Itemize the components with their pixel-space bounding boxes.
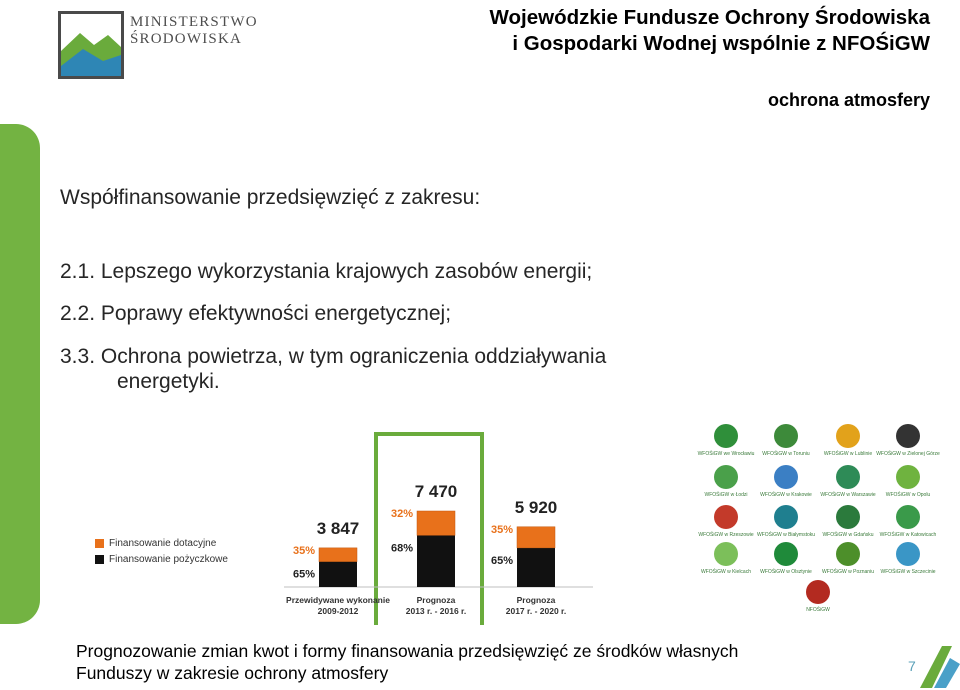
legend-label: Finansowanie dotacyjne: [109, 537, 217, 549]
percent-label-dotacyjne: 35%: [292, 544, 315, 557]
fund-logo-caption: WFOŚiGW w Zielonej Górze: [876, 451, 940, 457]
fund-logo-caption: WFOŚiGW we Wrocławiu: [697, 451, 755, 457]
fund-logo-caption: WFOŚiGW w Toruniu: [762, 451, 810, 457]
fund-logo-caption: WFOŚiGW w Olsztynie: [760, 569, 812, 575]
list-item: [60, 344, 740, 394]
fund-emblem-icon: [836, 465, 860, 489]
fund-logo: [694, 505, 758, 538]
logo-line-1: MINISTERSTWO: [130, 14, 258, 30]
footer-line-1: Prognozowanie zmian kwot i formy finansowania przedsięwzięć ze środków własnych: [76, 641, 739, 661]
category-label: Prognoza: [516, 595, 556, 605]
legend-label: Finansowanie pożyczkowe: [109, 553, 228, 565]
percent-label-pozyczkowe: 65%: [490, 554, 513, 567]
category-label: Przewidywane wykonanie: [286, 595, 390, 605]
percent-label-pozyczkowe: 68%: [390, 542, 413, 555]
corner-decoration-icon: [880, 640, 960, 690]
bar-pozyczkowe: [517, 548, 555, 587]
fund-emblem-icon: [836, 505, 860, 529]
bar-pozyczkowe: [417, 535, 455, 587]
fund-emblem-icon: [896, 424, 920, 448]
fund-logo: [816, 424, 880, 457]
percent-label-pozyczkowe: 65%: [292, 568, 315, 581]
fund-logo: [754, 424, 818, 457]
fund-emblem-icon: [896, 542, 920, 566]
ministry-logo: [58, 11, 258, 81]
fund-logo: [876, 505, 940, 538]
list-item: 2.1. Lepszego wykorzystania krajowych zasobów energii;: [60, 260, 593, 283]
fund-logo: [816, 505, 880, 538]
fund-emblem-icon: [774, 465, 798, 489]
fund-logo-caption: WFOŚiGW w Rzeszowie: [698, 532, 754, 538]
fund-logo-caption: WFOŚiGW w Krakowie: [760, 492, 812, 498]
fund-logo-caption: WFOŚiGW w Białymstoku: [756, 532, 816, 538]
total-label: 7 470: [414, 482, 458, 501]
footer-line-2: Funduszy w zakresie ochrony atmosfery: [76, 663, 389, 683]
percent-label-dotacyjne: 35%: [490, 523, 513, 536]
logo-line-2: ŚRODOWISKA: [130, 31, 243, 47]
fund-emblem-icon: [836, 424, 860, 448]
fund-emblem-icon: [714, 542, 738, 566]
bar-pozyczkowe: [319, 562, 357, 587]
side-accent-band: [0, 124, 40, 624]
fund-emblem-icon: [774, 424, 798, 448]
list-item-text: 3.3. Ochrona powietrza, w tym ograniczenia oddziaływania: [60, 345, 607, 368]
fund-logo-caption: WFOŚiGW w Gdańsku: [822, 532, 874, 538]
fund-logo-caption: WFOŚiGW w Warszawie: [820, 492, 876, 498]
fund-emblem-icon: [774, 505, 798, 529]
category-label: 2013 r. - 2016 r.: [405, 606, 467, 616]
fund-logo: [786, 580, 850, 613]
fund-logo: [694, 542, 758, 575]
title-line-1: Wojewódzkie Fundusze Ochrony Środowiska: [489, 6, 930, 29]
fund-logo-caption: WFOŚiGW w Łodzi: [704, 492, 748, 498]
fund-logos-grid: [694, 420, 960, 620]
fund-logo-caption: WFOŚiGW w Lublinie: [823, 451, 873, 457]
bar-dotacyjne: [319, 548, 357, 562]
page-title: [490, 5, 930, 57]
fund-logo: [754, 465, 818, 498]
fund-logo: [876, 424, 940, 457]
fund-emblem-icon: [896, 465, 920, 489]
category-label: 2009-2012: [317, 606, 359, 616]
fund-logo-caption: WFOŚiGW w Opolu: [885, 492, 931, 498]
chart-plot: [88, 425, 608, 625]
slide-footer-caption: [76, 640, 836, 684]
fund-logo: [694, 424, 758, 457]
fund-emblem-icon: [774, 542, 798, 566]
funding-chart: [88, 425, 608, 625]
list-item: 2.2. Poprawy efektywności energetycznej;: [60, 302, 452, 325]
fund-emblem-icon: [714, 424, 738, 448]
fund-logo: [816, 465, 880, 498]
page-number: 7: [908, 658, 916, 674]
fund-logo: [754, 542, 818, 575]
fund-emblem-icon: [896, 505, 920, 529]
fund-emblem-icon: [714, 505, 738, 529]
fund-logo: [694, 465, 758, 498]
fund-emblem-icon: [806, 580, 830, 604]
fund-logo-caption: WFOŚiGW w Poznaniu: [822, 569, 874, 575]
percent-label-dotacyjne: 32%: [390, 508, 413, 520]
fund-logo: [876, 465, 940, 498]
title-line-2: i Gospodarki Wodnej wspólnie z NFOŚiGW: [512, 32, 930, 55]
category-label: 2017 r. - 2020 r.: [505, 606, 567, 616]
bar-dotacyjne: [517, 527, 555, 548]
intro-text: Współfinansowanie przedsięwzięć z zakresu:: [60, 186, 481, 209]
bar-dotacyjne: [417, 511, 455, 535]
fund-logo-caption: WFOŚiGW w Kielcach: [700, 569, 751, 575]
fund-logo-caption: WFOŚiGW w Katowicach: [879, 532, 937, 538]
total-label: 5 920: [514, 497, 558, 517]
fund-emblem-icon: [836, 542, 860, 566]
category-label: Prognoza: [416, 595, 456, 605]
fund-logo: [754, 505, 818, 538]
list-item-continuation: energetyki.: [117, 370, 220, 393]
section-subtitle: ochrona atmosfery: [767, 90, 930, 110]
mountain-icon: [58, 11, 124, 79]
fund-logo-caption: WFOŚiGW w Szczecinie: [880, 569, 936, 575]
logo-text: [130, 14, 258, 48]
total-label: 3 847: [316, 518, 360, 538]
fund-logo: [876, 542, 940, 575]
fund-logo: [816, 542, 880, 575]
fund-emblem-icon: [714, 465, 738, 489]
fund-logo-caption: NFOŚiGW: [806, 607, 830, 613]
